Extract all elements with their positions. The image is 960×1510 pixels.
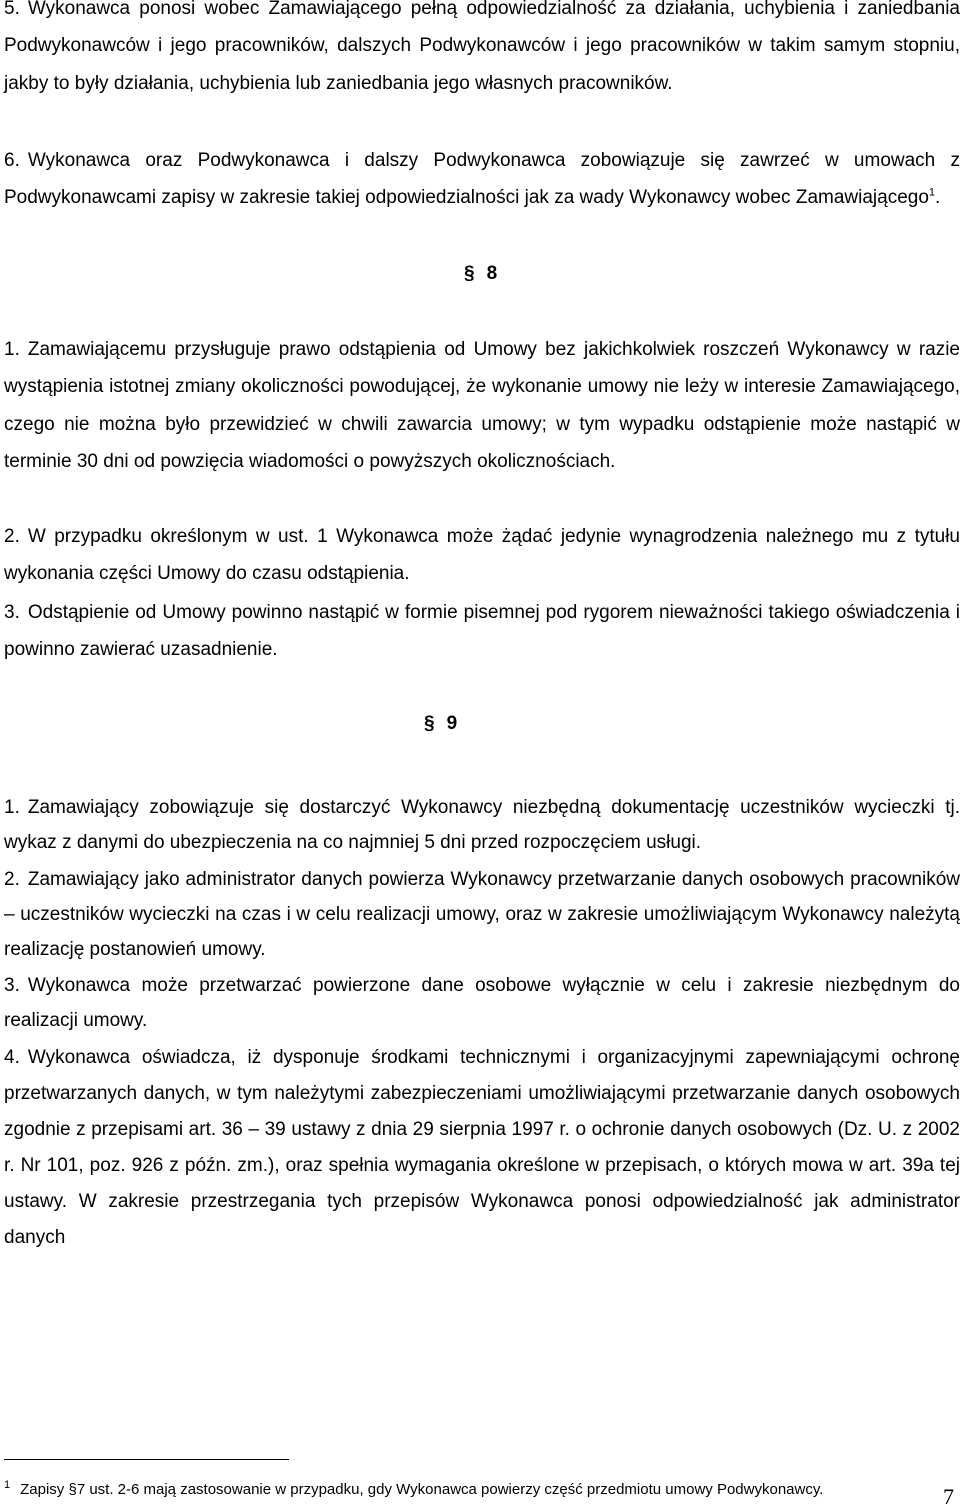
footnote-reference: 1 xyxy=(928,186,936,199)
item-text: Zamawiający jako administrator danych powierza Wykonawcy przetwarzanie danych osobowych pracowników – uczestników wycieczki na czas i w celu realizacji umowy, oraz w zakresie umożliwiającym Wykonawcy należytą realizację postanowień umowy. xyxy=(4,869,960,960)
paragraph-number: 5. xyxy=(4,0,20,19)
section-8-item-2 xyxy=(4,518,960,593)
item-number: 1. xyxy=(4,339,20,360)
section-9-item-2 xyxy=(4,862,960,967)
section-8-item-1 xyxy=(4,331,960,480)
item-number: 3. xyxy=(4,602,20,623)
item-text: Odstąpienie od Umowy powinno nastąpić w formie pisemnej pod rygorem nieważności takiego oświadczenia i powinno zawierać uzasadnienie. xyxy=(4,602,960,661)
item-number: 1. xyxy=(4,797,20,818)
section-number: 8 xyxy=(486,263,498,284)
section-9-item-4 xyxy=(4,1040,960,1256)
section-8-item-3 xyxy=(4,594,960,669)
item-number: 2. xyxy=(4,526,20,547)
page-number: 7 xyxy=(943,1484,954,1509)
section-9-heading xyxy=(424,712,457,736)
section-symbol: § xyxy=(424,713,435,734)
section-9-item-3 xyxy=(4,968,960,1038)
item-number: 3. xyxy=(4,975,20,996)
footnote-mark: 1 xyxy=(4,1479,11,1491)
item-text: Zamawiający zobowiązuje się dostarczyć Wykonawcy niezbędną dokumentację uczestników wycieczki tj. wykaz z danymi do ubezpieczenia na co najmniej 5 dni przed rozpoczęciem usługi. xyxy=(4,797,960,853)
section-symbol: § xyxy=(464,263,475,284)
paragraph-6 xyxy=(4,142,960,217)
item-text: W przypadku określonym w ust. 1 Wykonawca może żądać jedynie wynagrodzenia należnego mu z tytułu wykonania części Umowy do czasu odstąpienia. xyxy=(4,526,960,585)
paragraph-text: Wykonawca ponosi wobec Zamawiającego pełną odpowiedzialność za działania, uchybienia i zaniedbania Podwykonawców i jego pracowników, dalszych Podwykonawców i jego pracowników w takim samym stopniu, jakby to były działania, uchybienia lub zaniedbania jego własnych pracowników. xyxy=(4,0,960,94)
item-number: 2. xyxy=(4,869,20,890)
section-9-item-1 xyxy=(4,790,960,860)
footnote xyxy=(4,1476,904,1499)
paragraph-number: 6. xyxy=(4,150,20,171)
paragraph-text: Wykonawca oraz Podwykonawca i dalszy Podwykonawca zobowiązuje się zawrzeć w umowach z Podwykonawcami zapisy w zakresie takiej odpowiedzialności jak za wady Wykonawcy wobec Zamawiającego xyxy=(4,150,960,209)
footnote-text: Zapisy §7 ust. 2-6 mają zastosowanie w przypadku, gdy Wykonawca powierzy część przedmiotu umowy Podwykonawcy. xyxy=(20,1481,824,1498)
item-text: Wykonawca oświadcza, iż dysponuje środkami technicznymi i organizacyjnymi zapewniającymi ochronę przetwarzanych danych, w tym należytymi zabezpieczeniami umożliwiającymi przetwarzanie danych osobowych zgodnie z przepisami art. 36 – 39 ustawy z dnia 29 sierpnia 1997 r. o ochronie danych osobowych (Dz. U. z 2002 r. Nr 101, poz. 926 z późn. zm.), oraz spełnia wymagania określone w przepisach, o których mowa w art. 39a tej ustawy. W zakresie przestrzegania tych przepisów Wykonawca ponosi odpowiedzialność jak administrator danych xyxy=(4,1047,960,1248)
item-text: Wykonawca może przetwarzać powierzone dane osobowe wyłącznie w celu i zakresie niezbędnym do realizacji umowy. xyxy=(4,975,960,1031)
section-8-heading xyxy=(464,262,497,286)
item-text: Zamawiającemu przysługuje prawo odstąpienia od Umowy bez jakichkolwiek roszczeń Wykonawcy w razie wystąpienia istotnej zmiany okoliczności powodującej, że wykonanie umowy nie leży w interesie Zamawiającego, czego nie można było przewidzieć w chwili zawarcia umowy; w tym wypadku odstąpienie może nastąpić w terminie 30 dni od powzięcia wiadomości o powyższych okolicznościach. xyxy=(4,339,960,472)
paragraph-5 xyxy=(4,0,960,102)
footnote-separator xyxy=(4,1459,289,1460)
section-number: 9 xyxy=(446,713,458,734)
paragraph-tail: . xyxy=(935,187,941,209)
item-number: 4. xyxy=(4,1047,20,1068)
